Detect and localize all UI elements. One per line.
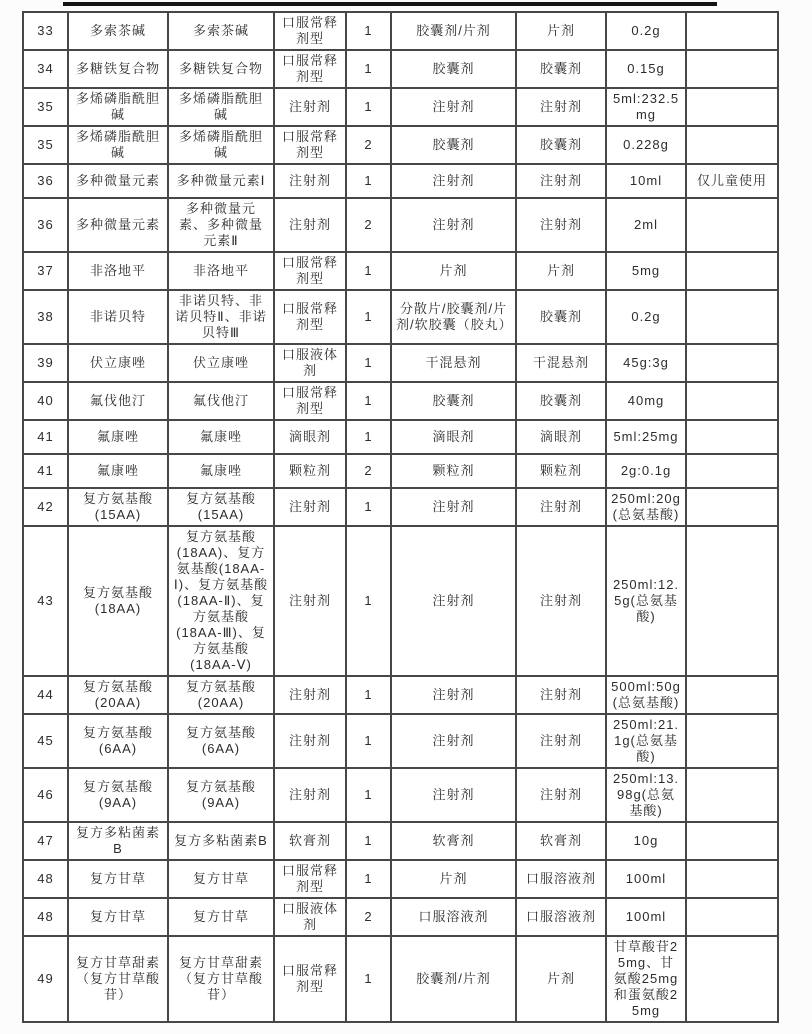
cell-representative-form: 胶囊剂 [516, 382, 606, 420]
table-row [23, 344, 778, 382]
cell-tier-number: 2 [346, 898, 391, 936]
cell-representative-form: 注射剂 [516, 88, 606, 126]
cell-drug-name: 复方甘草 [68, 860, 168, 898]
drug-list-table [22, 11, 779, 1023]
cell-representative-form: 注射剂 [516, 526, 606, 676]
cell-representative-form: 注射剂 [516, 198, 606, 252]
cell-tier-number: 1 [346, 676, 391, 714]
cell-drug-name: 复方氨基酸(9AA) [68, 768, 168, 822]
cell-specification: 45g:3g [606, 344, 686, 382]
cell-index-number: 34 [23, 50, 68, 88]
cell-remarks [686, 898, 778, 936]
cell-dosage-form-type: 注射剂 [274, 526, 346, 676]
cell-index-number: 46 [23, 768, 68, 822]
cell-representative-form: 胶囊剂 [516, 290, 606, 344]
cell-dosage-form-type: 注射剂 [274, 488, 346, 526]
cell-index-number: 40 [23, 382, 68, 420]
cell-dosage-forms: 胶囊剂 [391, 50, 516, 88]
cell-dosage-form-type: 口服常释剂型 [274, 252, 346, 290]
cell-dosage-form-type: 颗粒剂 [274, 454, 346, 488]
cell-tier-number: 1 [346, 936, 391, 1022]
cell-representative-form: 口服溶液剂 [516, 860, 606, 898]
table-row [23, 454, 778, 488]
cell-specification: 40mg [606, 382, 686, 420]
table-row [23, 898, 778, 936]
cell-dosage-form-type: 口服液体剂 [274, 898, 346, 936]
cell-drug-name: 多种微量元素 [68, 164, 168, 198]
cell-representative-form: 注射剂 [516, 676, 606, 714]
cell-index-number: 39 [23, 344, 68, 382]
table-row [23, 382, 778, 420]
cell-representative-form: 滴眼剂 [516, 420, 606, 454]
cell-specification: 250ml:21.1g(总氨基酸) [606, 714, 686, 768]
cell-specification: 2g:0.1g [606, 454, 686, 488]
table-row [23, 822, 778, 860]
cell-dosage-forms: 胶囊剂/片剂 [391, 12, 516, 50]
cell-specification: 250ml:13.98g(总氨基酸) [606, 768, 686, 822]
cell-tier-number: 1 [346, 714, 391, 768]
cell-drug-name-variants: 氟伐他汀 [168, 382, 274, 420]
cell-remarks [686, 454, 778, 488]
cell-dosage-forms: 胶囊剂/片剂 [391, 936, 516, 1022]
cell-tier-number: 1 [346, 860, 391, 898]
cell-remarks [686, 420, 778, 454]
cell-drug-name: 复方多粘菌素B [68, 822, 168, 860]
cell-drug-name: 复方氨基酸(15AA) [68, 488, 168, 526]
cell-drug-name: 氟康唑 [68, 420, 168, 454]
cell-remarks [686, 126, 778, 164]
cell-tier-number: 1 [346, 822, 391, 860]
table-row [23, 164, 778, 198]
cell-drug-name: 复方甘草 [68, 898, 168, 936]
cell-index-number: 41 [23, 420, 68, 454]
cell-remarks [686, 488, 778, 526]
cell-drug-name: 多糖铁复合物 [68, 50, 168, 88]
cell-representative-form: 注射剂 [516, 768, 606, 822]
cell-drug-name: 多索茶碱 [68, 12, 168, 50]
cell-tier-number: 1 [346, 526, 391, 676]
cell-dosage-forms: 口服溶液剂 [391, 898, 516, 936]
cell-specification: 10g [606, 822, 686, 860]
cell-dosage-forms: 注射剂 [391, 164, 516, 198]
cell-dosage-form-type: 注射剂 [274, 88, 346, 126]
cell-representative-form: 软膏剂 [516, 822, 606, 860]
cell-remarks [686, 290, 778, 344]
cell-drug-name-variants: 复方甘草甜素（复方甘草酸苷） [168, 936, 274, 1022]
table-row [23, 290, 778, 344]
cell-remarks [686, 12, 778, 50]
cell-dosage-form-type: 口服常释剂型 [274, 126, 346, 164]
cell-specification: 0.2g [606, 12, 686, 50]
cell-drug-name-variants: 复方氨基酸(18AA)、复方氨基酸(18AA-Ⅰ)、复方氨基酸(18AA-Ⅱ)、复方氨基酸(18AA-Ⅲ)、复方氨基酸(18AA-Ⅴ) [168, 526, 274, 676]
cell-dosage-forms: 片剂 [391, 252, 516, 290]
cell-drug-name-variants: 复方多粘菌素B [168, 822, 274, 860]
cell-specification: 100ml [606, 898, 686, 936]
cell-representative-form: 片剂 [516, 252, 606, 290]
cell-dosage-forms: 软膏剂 [391, 822, 516, 860]
cell-drug-name-variants: 多种微量元素Ⅰ [168, 164, 274, 198]
cell-tier-number: 2 [346, 126, 391, 164]
cell-dosage-forms: 分散片/胶囊剂/片剂/软胶囊（胶丸） [391, 290, 516, 344]
cell-index-number: 33 [23, 12, 68, 50]
table-row [23, 860, 778, 898]
cell-drug-name-variants: 氟康唑 [168, 454, 274, 488]
cell-specification: 250ml:12.5g(总氨基酸) [606, 526, 686, 676]
cell-drug-name: 伏立康唑 [68, 344, 168, 382]
cell-drug-name-variants: 复方甘草 [168, 898, 274, 936]
cell-remarks [686, 198, 778, 252]
cell-drug-name-variants: 多烯磷脂酰胆碱 [168, 88, 274, 126]
cell-remarks [686, 252, 778, 290]
cell-drug-name-variants: 氟康唑 [168, 420, 274, 454]
cell-tier-number: 1 [346, 382, 391, 420]
cell-representative-form: 片剂 [516, 936, 606, 1022]
cell-remarks [686, 50, 778, 88]
cell-drug-name-variants: 复方甘草 [168, 860, 274, 898]
cell-drug-name-variants: 多烯磷脂酰胆碱 [168, 126, 274, 164]
cell-dosage-forms: 注射剂 [391, 488, 516, 526]
cell-remarks: 仅儿童使用 [686, 164, 778, 198]
cell-index-number: 44 [23, 676, 68, 714]
page-top-rule [63, 2, 717, 6]
cell-dosage-form-type: 口服常释剂型 [274, 936, 346, 1022]
table-row [23, 12, 778, 50]
cell-tier-number: 1 [346, 164, 391, 198]
cell-specification: 500ml:50g(总氨基酸) [606, 676, 686, 714]
cell-drug-name-variants: 复方氨基酸(20AA) [168, 676, 274, 714]
cell-specification: 10ml [606, 164, 686, 198]
cell-dosage-form-type: 注射剂 [274, 714, 346, 768]
cell-representative-form: 干混悬剂 [516, 344, 606, 382]
cell-drug-name-variants: 复方氨基酸(15AA) [168, 488, 274, 526]
cell-tier-number: 1 [346, 252, 391, 290]
cell-dosage-form-type: 口服常释剂型 [274, 290, 346, 344]
cell-drug-name-variants: 多糖铁复合物 [168, 50, 274, 88]
cell-dosage-forms: 注射剂 [391, 198, 516, 252]
table-row [23, 488, 778, 526]
cell-remarks [686, 860, 778, 898]
cell-index-number: 38 [23, 290, 68, 344]
cell-tier-number: 1 [346, 12, 391, 50]
cell-remarks [686, 714, 778, 768]
cell-drug-name-variants: 多索茶碱 [168, 12, 274, 50]
cell-representative-form: 片剂 [516, 12, 606, 50]
cell-index-number: 41 [23, 454, 68, 488]
cell-tier-number: 2 [346, 454, 391, 488]
table-row [23, 50, 778, 88]
cell-specification: 0.2g [606, 290, 686, 344]
cell-drug-name: 复方氨基酸(20AA) [68, 676, 168, 714]
cell-remarks [686, 526, 778, 676]
cell-dosage-form-type: 口服常释剂型 [274, 860, 346, 898]
table-row [23, 768, 778, 822]
cell-dosage-forms: 干混悬剂 [391, 344, 516, 382]
cell-remarks [686, 936, 778, 1022]
table-row [23, 252, 778, 290]
cell-remarks [686, 822, 778, 860]
cell-tier-number: 1 [346, 290, 391, 344]
cell-index-number: 36 [23, 198, 68, 252]
cell-drug-name-variants: 伏立康唑 [168, 344, 274, 382]
cell-drug-name: 复方氨基酸(18AA) [68, 526, 168, 676]
cell-representative-form: 注射剂 [516, 714, 606, 768]
cell-index-number: 48 [23, 898, 68, 936]
table-row [23, 526, 778, 676]
table-row [23, 676, 778, 714]
cell-index-number: 35 [23, 88, 68, 126]
cell-drug-name-variants: 复方氨基酸(9AA) [168, 768, 274, 822]
cell-drug-name: 多烯磷脂酰胆碱 [68, 88, 168, 126]
cell-tier-number: 1 [346, 420, 391, 454]
table-row [23, 198, 778, 252]
cell-drug-name-variants: 非洛地平 [168, 252, 274, 290]
cell-representative-form: 颗粒剂 [516, 454, 606, 488]
table-row [23, 936, 778, 1022]
cell-dosage-form-type: 注射剂 [274, 164, 346, 198]
cell-drug-name: 多烯磷脂酰胆碱 [68, 126, 168, 164]
cell-dosage-form-type: 软膏剂 [274, 822, 346, 860]
cell-dosage-forms: 片剂 [391, 860, 516, 898]
cell-dosage-forms: 胶囊剂 [391, 382, 516, 420]
cell-dosage-form-type: 口服常释剂型 [274, 12, 346, 50]
cell-drug-name: 氟康唑 [68, 454, 168, 488]
cell-dosage-form-type: 口服常释剂型 [274, 382, 346, 420]
cell-specification: 0.228g [606, 126, 686, 164]
cell-dosage-form-type: 口服常释剂型 [274, 50, 346, 88]
cell-specification: 100ml [606, 860, 686, 898]
cell-drug-name: 非洛地平 [68, 252, 168, 290]
cell-specification: 2ml [606, 198, 686, 252]
cell-remarks [686, 676, 778, 714]
cell-specification: 5mg [606, 252, 686, 290]
cell-dosage-form-type: 注射剂 [274, 676, 346, 714]
cell-drug-name-variants: 复方氨基酸(6AA) [168, 714, 274, 768]
cell-representative-form: 胶囊剂 [516, 50, 606, 88]
cell-drug-name: 氟伐他汀 [68, 382, 168, 420]
cell-dosage-form-type: 注射剂 [274, 768, 346, 822]
cell-representative-form: 口服溶液剂 [516, 898, 606, 936]
cell-representative-form: 注射剂 [516, 488, 606, 526]
cell-index-number: 36 [23, 164, 68, 198]
cell-tier-number: 1 [346, 488, 391, 526]
cell-dosage-forms: 注射剂 [391, 768, 516, 822]
cell-tier-number: 2 [346, 198, 391, 252]
cell-dosage-forms: 滴眼剂 [391, 420, 516, 454]
cell-tier-number: 1 [346, 88, 391, 126]
cell-drug-name: 非诺贝特 [68, 290, 168, 344]
cell-tier-number: 1 [346, 344, 391, 382]
cell-dosage-form-type: 滴眼剂 [274, 420, 346, 454]
cell-dosage-forms: 注射剂 [391, 88, 516, 126]
cell-specification: 甘草酸苷25mg、甘氨酸25mg和蛋氨酸25mg [606, 936, 686, 1022]
table-row [23, 126, 778, 164]
cell-drug-name-variants: 多种微量元素、多种微量元素Ⅱ [168, 198, 274, 252]
cell-specification: 5ml:232.5mg [606, 88, 686, 126]
cell-drug-name: 复方甘草甜素（复方甘草酸苷） [68, 936, 168, 1022]
table-row [23, 714, 778, 768]
cell-specification: 250ml:20g(总氨基酸) [606, 488, 686, 526]
cell-dosage-forms: 注射剂 [391, 526, 516, 676]
cell-drug-name-variants: 非诺贝特、非诺贝特Ⅱ、非诺贝特Ⅲ [168, 290, 274, 344]
cell-index-number: 35 [23, 126, 68, 164]
cell-drug-name: 多种微量元素 [68, 198, 168, 252]
table-row [23, 420, 778, 454]
cell-remarks [686, 768, 778, 822]
cell-index-number: 45 [23, 714, 68, 768]
cell-remarks [686, 382, 778, 420]
cell-dosage-forms: 胶囊剂 [391, 126, 516, 164]
cell-specification: 5ml:25mg [606, 420, 686, 454]
cell-dosage-forms: 颗粒剂 [391, 454, 516, 488]
cell-dosage-form-type: 口服液体剂 [274, 344, 346, 382]
cell-representative-form: 注射剂 [516, 164, 606, 198]
cell-tier-number: 1 [346, 50, 391, 88]
cell-remarks [686, 88, 778, 126]
cell-tier-number: 1 [346, 768, 391, 822]
cell-index-number: 37 [23, 252, 68, 290]
cell-index-number: 48 [23, 860, 68, 898]
drug-table-body [23, 12, 778, 1022]
cell-remarks [686, 344, 778, 382]
cell-dosage-forms: 注射剂 [391, 714, 516, 768]
cell-dosage-forms: 注射剂 [391, 676, 516, 714]
cell-representative-form: 胶囊剂 [516, 126, 606, 164]
cell-index-number: 49 [23, 936, 68, 1022]
cell-index-number: 47 [23, 822, 68, 860]
table-row [23, 88, 778, 126]
cell-drug-name: 复方氨基酸(6AA) [68, 714, 168, 768]
cell-dosage-form-type: 注射剂 [274, 198, 346, 252]
cell-index-number: 43 [23, 526, 68, 676]
cell-specification: 0.15g [606, 50, 686, 88]
cell-index-number: 42 [23, 488, 68, 526]
